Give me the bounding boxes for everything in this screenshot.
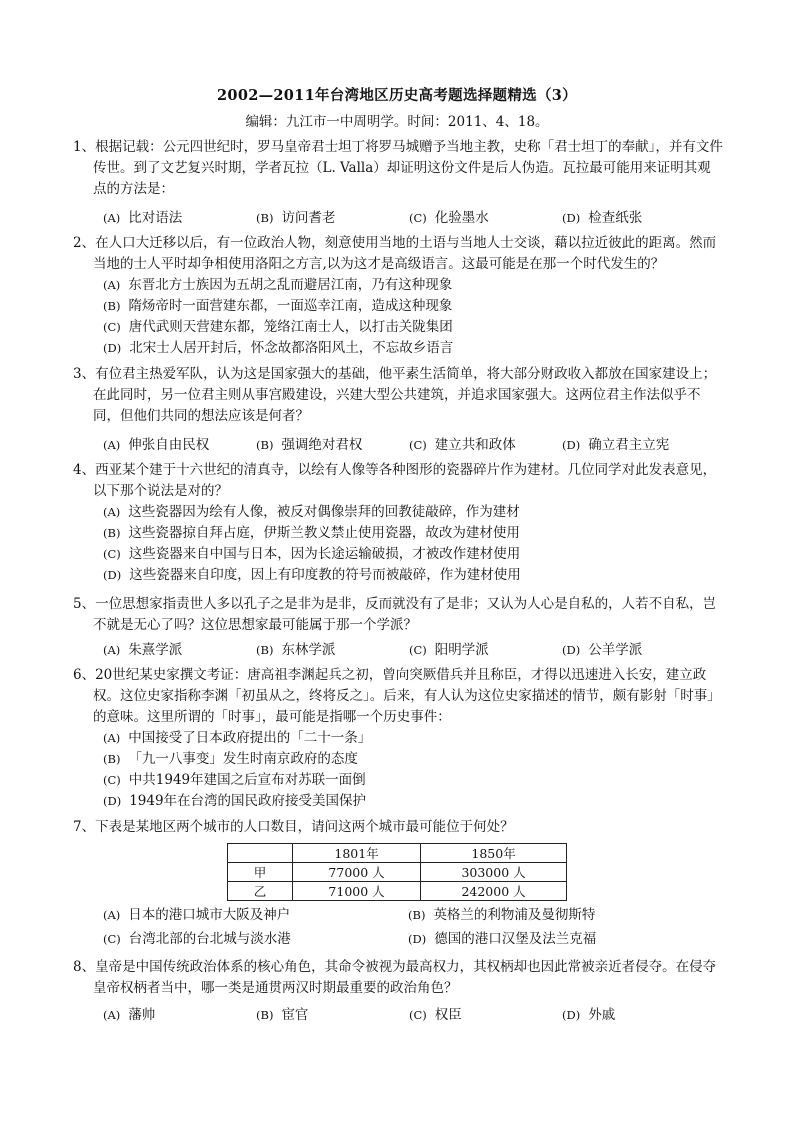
option-d: (D) 公羊学派 [562, 642, 643, 658]
table-row [228, 863, 567, 882]
option-c: (C) 中共1949年建国之后宣布对苏联一面倒 [103, 772, 366, 788]
table-cell: 303000 人 [421, 863, 567, 882]
options-row [73, 433, 723, 457]
option-d: (D) 德国的港口汉堡及法兰克福 [408, 931, 597, 947]
table-cell: 71000 人 [293, 882, 421, 901]
question-5 [73, 594, 723, 662]
question-1 [73, 137, 723, 230]
options-row [73, 1003, 723, 1027]
table-cell [228, 844, 293, 863]
option-d: (D) 这些瓷器来自印度，因上有印度教的符号而被敲碎，作为建材使用 [103, 567, 521, 583]
option-b: (B) 访问耆老 [256, 210, 336, 226]
options-row [73, 927, 723, 951]
option-a: (A) 日本的港口城市大阪及神户 [103, 907, 291, 923]
question-stem: 4、西亚某个建于十六世纪的清真寺，以绘有人像等各种图形的瓷器碎片作为建材。几位同学对此发表意见，以下那个说法是对的？ [73, 462, 717, 499]
question-3 [73, 364, 723, 457]
question-stem: 6、20世纪某史家撰文考证：唐高祖李渊起兵之初，曾向突厥借兵并且称臣，才得以迅速进入长安，建立政权。这位史家指称李渊「初虽从之，终将反之」。后来，有人认为这位史家描述的情节，颇有影射「时事」的意味。这里所谓的「时事」，最可能是指哪一个历史事件： [73, 667, 721, 725]
table-header-row [228, 844, 567, 863]
options-row [73, 638, 723, 662]
options-row [73, 903, 723, 927]
table-cell: 甲 [228, 863, 293, 882]
option-a: (A) 伸张自由民权 [103, 437, 210, 453]
table-cell: 242000 人 [421, 882, 567, 901]
question-7 [73, 817, 723, 838]
table-cell: 乙 [228, 882, 293, 901]
question-stem: 8、皇帝是中国传统政治体系的核心角色，其命令被视为最高权力，其权柄却也因此常被亲近者侵夺。在侵夺皇帝权柄者当中，哪一类是通贯两汉时期最重要的政治角色？ [73, 959, 717, 996]
option-b: (B) 隋炀帝时一面营建东都，一面巡幸江南，造成这种现象 [103, 298, 453, 314]
option-c: (C) 台湾北部的台北城与淡水港 [103, 931, 291, 947]
option-b: (B) 「九一八事变」发生时南京政府的态度 [103, 751, 358, 767]
option-a: (A) 藩帅 [103, 1007, 156, 1023]
option-c: (C) 唐代武则天营建东都，笼络江南士人，以打击关陇集团 [103, 319, 453, 335]
option-c: (C) 化验墨水 [409, 210, 489, 226]
option-b: (B) 这些瓷器掠自拜占庭，伊斯兰教义禁止使用瓷器，故改为建材使用 [103, 525, 520, 541]
question-6 [73, 665, 723, 812]
population-table [227, 843, 567, 901]
option-a: (A) 中国接受了日本政府提出的「二十一条」 [103, 730, 372, 746]
question-stem: 3、有位君主热爱军队，认为这是国家强大的基础，他平素生活简单，将大部分财政收入都放在国家建设上；在此同时，另一位君主则从事宫殿建设，兴建大型公共建筑，并追求国家强大。这两位君主作法似乎不同，但他们共同的想法应该是何者？ [73, 366, 717, 424]
options-row [73, 206, 723, 230]
option-b: (B) 宦官 [256, 1007, 309, 1023]
question-stem: 5、一位思想家指责世人多以孔子之是非为是非，反而就没有了是非；又认为人心是自私的，人若不自私，岂不就是无心了吗？这位思想家最可能属于那一个学派？ [73, 596, 717, 633]
option-c: (C) 阳明学派 [409, 642, 489, 658]
question-stem: 1、根据记载：公元四世纪时，罗马皇帝君士坦丁将罗马城赠予当地主教，史称「君士坦丁的奉献」，并有文件传世。到了文艺复兴时期，学者瓦拉（L. Valla）却证明这份文件是后人伪造。瓦拉最可能用来证明其观点的方法是： [73, 139, 723, 197]
option-d: (D) 外戚 [562, 1007, 616, 1023]
option-d: (D) 北宋士人居开封后，怀念故都洛阳风土，不忘故乡语言 [103, 340, 454, 356]
question-stem: 7、下表是某地区两个城市的人口数目，请问这两个城市最可能位于何处？ [73, 819, 514, 835]
table-header: 1850年 [421, 844, 567, 863]
option-d: (D) 1949年在台湾的国民政府接受美国保护 [103, 793, 367, 809]
editor-info: 编辑：九江市一中周明学。时间：2011、4、18。 [245, 114, 549, 130]
option-b: (B) 强调绝对君权 [256, 437, 363, 453]
question-7-options [73, 903, 723, 951]
option-c: (C) 建立共和政体 [409, 437, 516, 453]
question-8 [73, 957, 723, 1027]
option-c: (C) 权臣 [409, 1007, 462, 1023]
option-a: (A) 这些瓷器因为绘有人像，被反对偶像崇拜的回教徒敲碎，作为建材 [103, 504, 520, 520]
option-b: (B) 东林学派 [256, 642, 336, 658]
question-stem: 2、在人口大迁移以后，有一位政治人物，刻意使用当地的土语与当地人士交谈，藉以拉近彼此的距离。然而当地的士人平时却争相使用洛阳之方言,以为这才是高级语言。这最可能是在那一个时代发生的？ [73, 235, 717, 272]
option-c: (C) 这些瓷器来自中国与日本，因为长途运输破损，才被改作建材使用 [103, 546, 521, 562]
option-a: (A) 朱熹学派 [103, 642, 183, 658]
table-header: 1801年 [293, 844, 421, 863]
option-a: (A) 比对语法 [103, 210, 183, 226]
option-b: (B) 英格兰的利物浦及曼彻斯特 [408, 907, 596, 923]
option-d: (D) 确立君主立宪 [562, 437, 670, 453]
table-cell: 77000 人 [293, 863, 421, 882]
option-a: (A) 东晋北方士族因为五胡之乱而避居江南，乃有这种现象 [103, 277, 453, 293]
option-d: (D) 检查纸张 [562, 210, 643, 226]
question-4 [73, 460, 723, 586]
page-title: 2002—2011年台湾地区历史高考题选择题精选（3） [217, 87, 577, 104]
table-row [228, 882, 567, 901]
question-2 [73, 233, 723, 359]
